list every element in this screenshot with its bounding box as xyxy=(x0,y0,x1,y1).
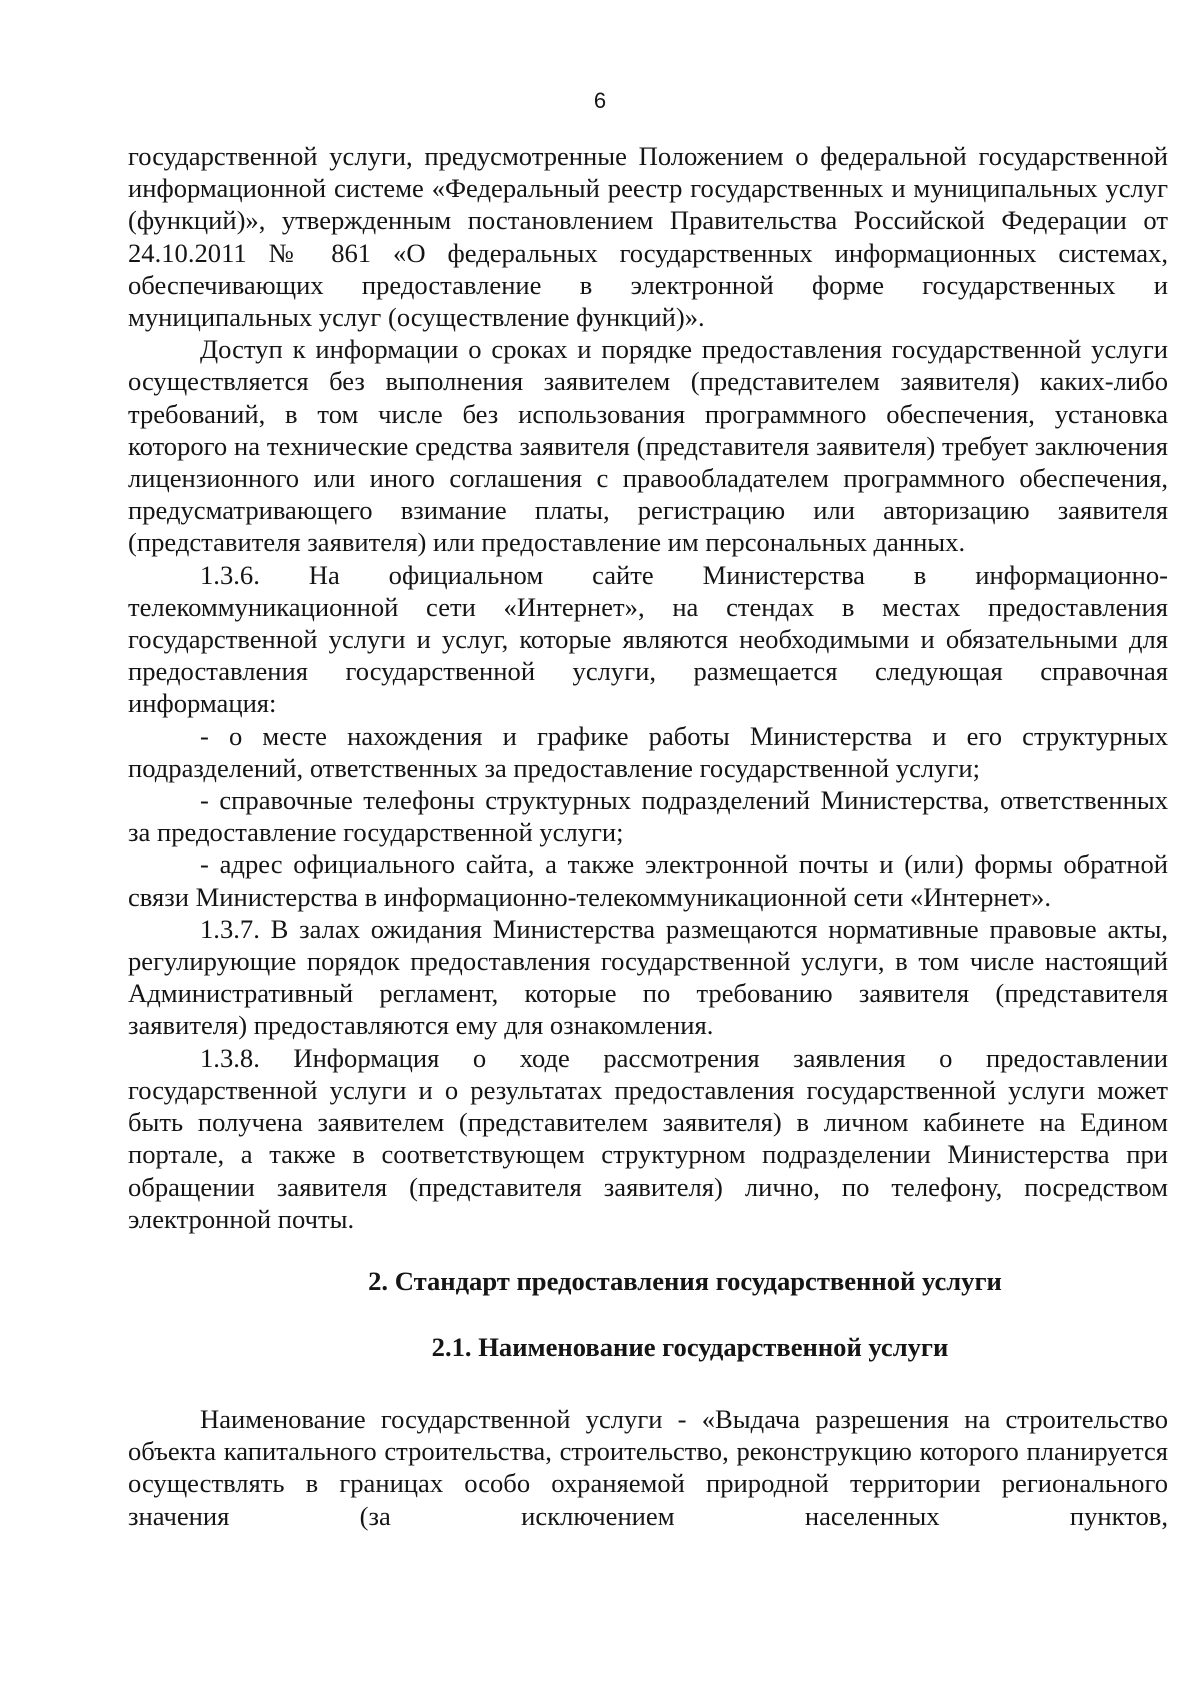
list-item-website: - адрес официального сайта, а также электронной почты и (или) формы обратной связи Министерства в информационно-телекоммуникационной сети «Интернет». xyxy=(128,849,1168,912)
paragraph-access-info: Доступ к информации о сроках и порядке предоставления государственной услуги осуществляется без выполнения заявителем (представителем заявителя) каких-либо требований, в том числе без использования программного обеспечения, установка которого на технические средства заявителя (представителя заявителя) требует заключения лицензионного или иного соглашения с правообладателем программного обеспечения, предусматривающего взимание платы, регистрацию или авторизацию заявителя (представителя заявителя) или предоставление им персональных данных. xyxy=(128,334,1168,558)
subsection-heading: 2.1. Наименование государственной услуги xyxy=(431,1331,949,1362)
list-item-location: - о месте нахождения и графике работы Министерства и его структурных подразделений, ответственных за предоставление государственной услуги; xyxy=(128,720,1168,783)
list-item-phones: - справочные телефоны структурных подразделений Министерства, ответственных за предоставление государственной услуги; xyxy=(128,785,1168,848)
section-heading: 2. Стандарт предоставления государственной услуги xyxy=(368,1265,1002,1296)
paragraph-1-3-7: 1.3.7. В залах ожидания Министерства размещаются нормативные правовые акты, регулирующие порядок предоставления государственной услуги, в том числе настоящий Административный регламент, которые по требованию заявителя (представителя заявителя) предоставляются ему для ознакомления. xyxy=(128,913,1168,1041)
paragraph-continuation: государственной услуги, предусмотренные Положением о федеральной государственной информационной системе «Федеральный реестр государственных и муниципальных услуг (функций)», утвержденным постановлением Правительства Российской Федерации от 24.10.2011 № 861 «О федеральных государственных информационных системах, обеспечивающих предоставление в электронной форме государственных и муниципальных услуг (осуществление функций)». xyxy=(128,141,1168,333)
document-body xyxy=(128,140,1168,1532)
page-number: 6 xyxy=(593,88,607,113)
paragraph-1-3-8: 1.3.8. Информация о ходе рассмотрения заявления о предоставлении государственной услуги и о результатах предоставления государственной услуги может быть получена заявителем (представителем заявителя) в личном кабинете на Едином портале, а также в соответствующем структурном подразделении Министерства при обращении заявителя (представителя заявителя) лично, по телефону, посредством электронной почты. xyxy=(128,1042,1168,1234)
paragraph-1-3-6: 1.3.6. На официальном сайте Министерства в информационно-телекоммуникационной сети «Интернет», на стендах в местах предоставления государственной услуги и услуг, которые являются необходимыми и обязательными для предоставления государственной услуги, размещается следующая справочная информация: xyxy=(128,559,1168,719)
paragraph-service-name: Наименование государственной услуги - «Выдача разрешения на строительство объекта капитального строительства, строительство, реконструкцию которого планируется осуществлять в границах особо охраняемой природной территории регионального значения (за исключением населенных пунктов, xyxy=(128,1403,1168,1531)
